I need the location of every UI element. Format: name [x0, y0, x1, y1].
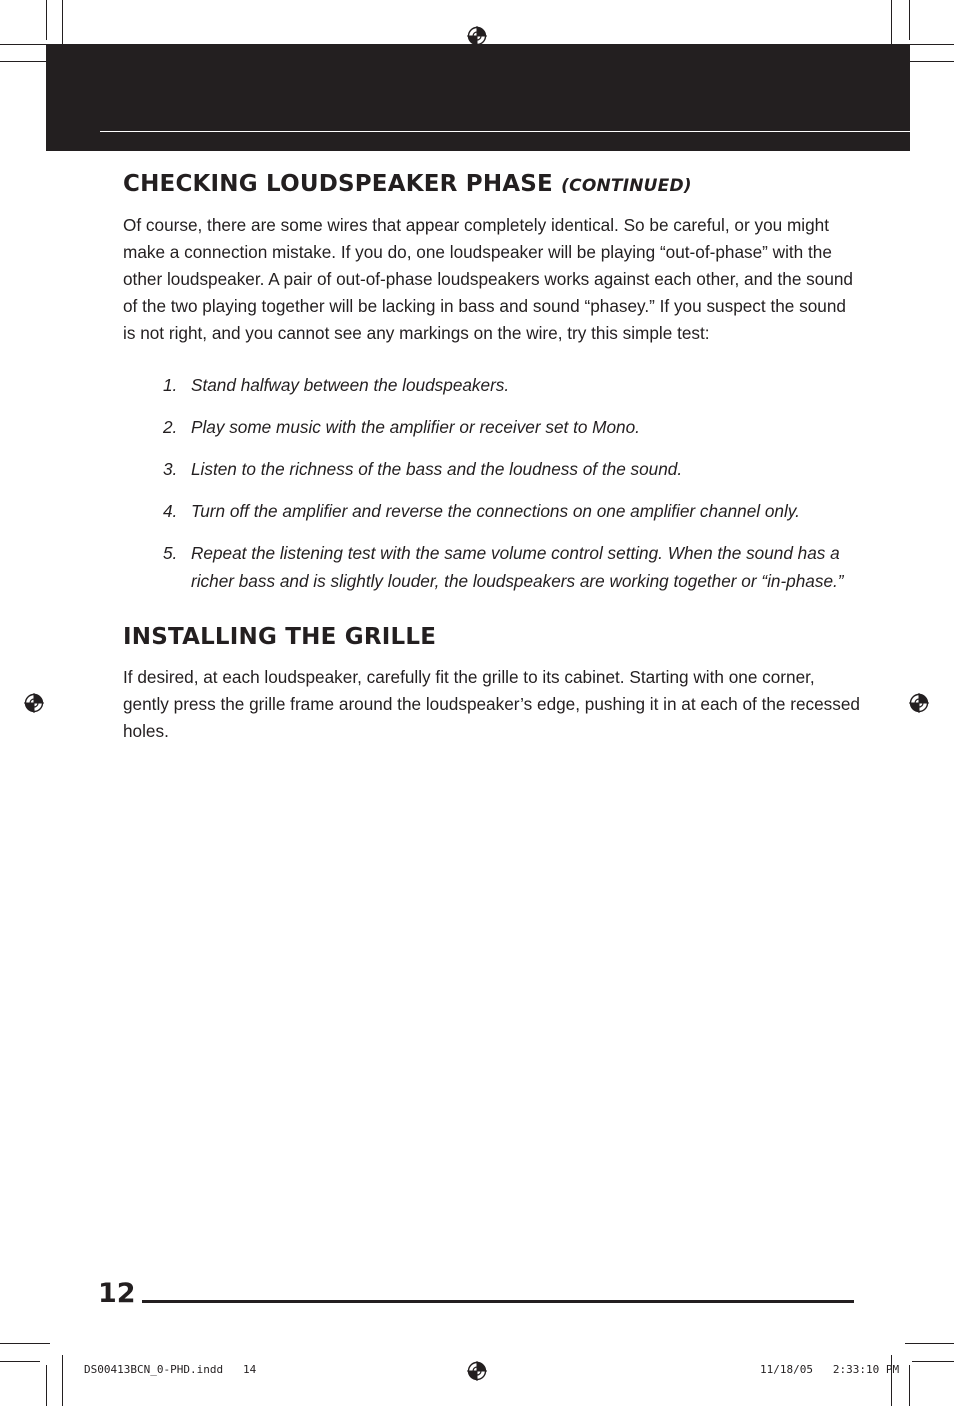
slug-filename: DS00413BCN_0-PHD.indd 14: [84, 1363, 257, 1376]
grille-paragraph: If desired, at each loudspeaker, carefully fit the grille to its cabinet. Starting with one corner, gently press the grille frame around the loudspeaker’s edge, pushing it in at each of the recessed holes.: [123, 667, 860, 741]
step-number: 4.: [163, 501, 178, 521]
crop-mark: [62, 0, 63, 48]
crop-mark: [907, 61, 954, 62]
step-text: Stand halfway between the loudspeakers.: [191, 375, 510, 395]
crop-mark: [46, 0, 47, 40]
list-item: [160, 413, 860, 441]
crop-mark: [909, 0, 910, 40]
step-text: Play some music with the amplifier or receiver set to Mono.: [191, 417, 640, 437]
registration-mark-icon: [467, 1361, 487, 1381]
header-rule: [100, 131, 910, 132]
section-heading-grille: INSTALLING THE GRILLE: [123, 624, 437, 650]
crop-mark: [62, 1355, 63, 1406]
intro-paragraph: Of course, there are some wires that appear completely identical. So be careful, or you might make a connection mistake. If you do, one loudspeaker will be playing “out-of-phase” with the other loudspeaker. A pair of out-of-phase loudspeakers works against each other, and the sound of the two playing together will be lacking in bass and sound “phasey.” If you suspect the sound is not right, and you cannot see any markings on the wire, try this simple test:: [123, 215, 853, 343]
step-text: Repeat the listening test with the same volume control setting. When the sound has a richer bass and is slightly louder, the loudspeakers are working together or “in-phase.”: [191, 543, 844, 591]
registration-mark-icon: [24, 693, 44, 713]
list-item: [160, 455, 860, 483]
crop-mark: [0, 1343, 50, 1344]
step-number: 1.: [163, 375, 178, 395]
crop-mark: [891, 0, 892, 48]
heading-suffix: (CONTINUED): [561, 176, 692, 196]
step-number: 2.: [163, 417, 178, 437]
list-item: [160, 539, 860, 595]
crop-mark: [0, 44, 50, 45]
registration-mark-icon: [467, 26, 487, 46]
section-heading-phase: [123, 171, 692, 197]
test-steps-list: [160, 371, 860, 609]
crop-mark: [905, 1343, 954, 1344]
crop-mark: [0, 61, 48, 62]
crop-mark: [46, 1365, 47, 1406]
page-number: 12: [98, 1278, 136, 1309]
step-text: Turn off the amplifier and reverse the connections on one amplifier channel only.: [191, 501, 800, 521]
list-item: [160, 497, 860, 525]
slug-timestamp: 11/18/05 2:33:10 PM: [760, 1363, 900, 1376]
header-band: [46, 44, 910, 151]
crop-mark: [909, 1365, 910, 1406]
list-item: [160, 371, 860, 399]
registration-mark-icon: [909, 693, 929, 713]
heading-text: CHECKING LOUDSPEAKER PHASE: [123, 171, 562, 197]
crop-mark: [905, 44, 954, 45]
crop-mark: [0, 1361, 40, 1362]
step-number: 5.: [163, 543, 178, 563]
crop-mark: [912, 1361, 954, 1362]
step-text: Listen to the richness of the bass and the loudness of the sound.: [191, 459, 683, 479]
page-rule: [142, 1300, 854, 1303]
step-number: 3.: [163, 459, 178, 479]
